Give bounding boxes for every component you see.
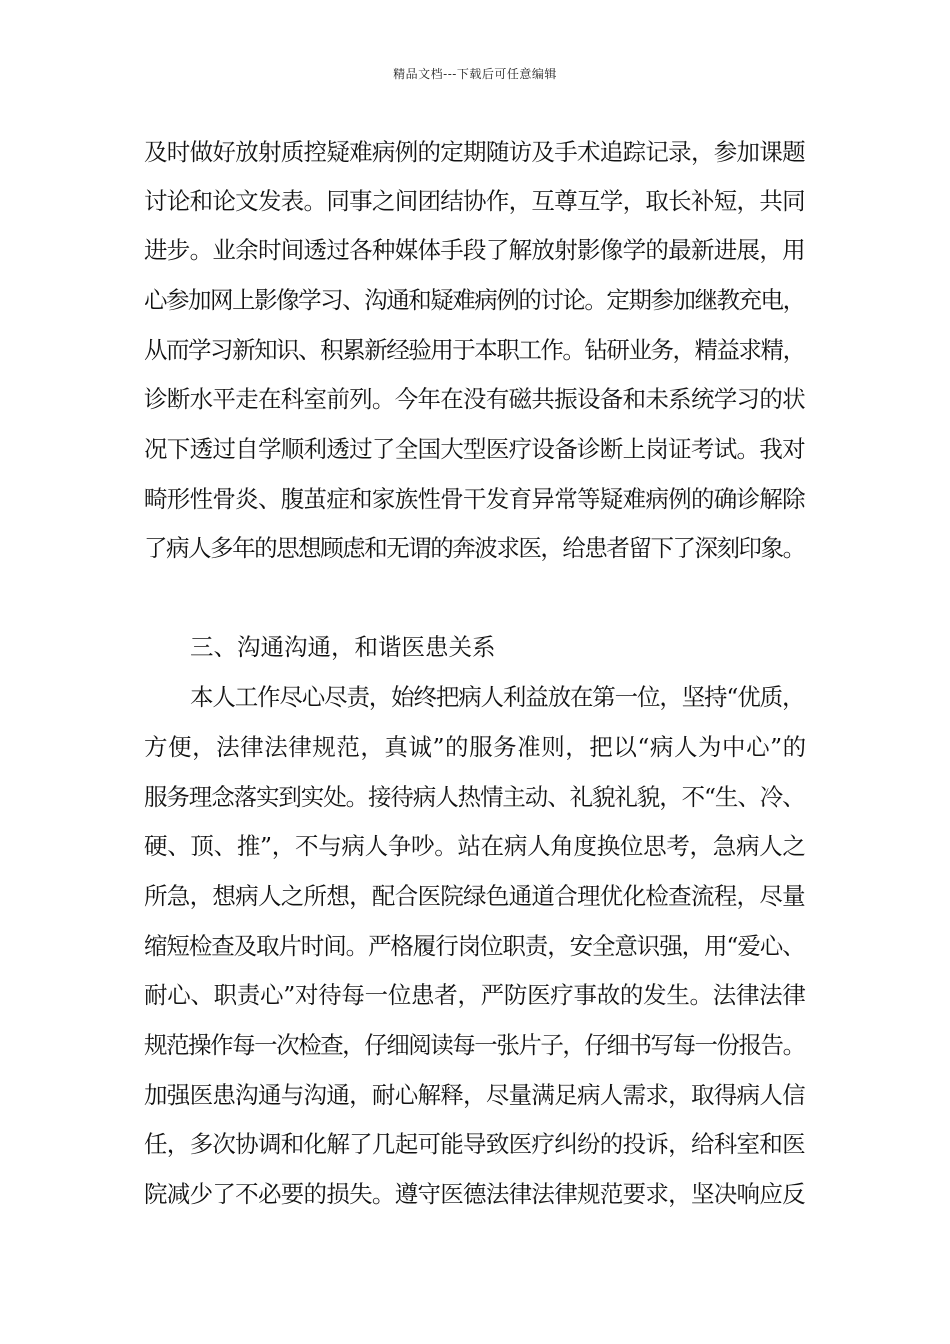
paragraph-line: 从而学习新知识、积累新经验用于本职工作。钻研业务，精益求精， [144, 336, 805, 364]
paragraph-line: 加强医患沟通与沟通，耐心解释，尽量满足病人需求，取得病人信 [144, 1081, 805, 1109]
section-heading: 三、沟通沟通，和谐医患关系 [190, 633, 496, 661]
paragraph-line: 心参加网上影像学习、沟通和疑难病例的讨论。定期参加继教充电， [144, 286, 805, 314]
paragraph-line: 诊断水平走在科室前列。今年在没有磁共振设备和未系统学习的状 [144, 385, 805, 413]
paragraph-line: 本人工作尽心尽责，始终把病人利益放在第一位，坚持“优质， [190, 683, 805, 711]
paragraph-line: 了病人多年的思想顾虑和无谓的奔波求医，给患者留下了深刻印象。 [144, 534, 805, 562]
paragraph-line: 方便，法律法律规范，真诚”的服务准则，把以“病人为中心”的 [144, 733, 807, 761]
paragraph-line: 耐心、职责心”对待每一位患者，严防医疗事故的发生。法律法律 [144, 981, 806, 1009]
paragraph-line: 及时做好放射质控疑难病例的定期随访及手术追踪记录，参加课题 [144, 138, 805, 166]
paragraph-line: 所急，想病人之所想，配合医院绿色通道合理优化检查流程，尽量 [144, 882, 805, 910]
paragraph-line: 畸形性骨炎、腹茧症和家族性骨干发育异常等疑难病例的确诊解除 [144, 485, 805, 513]
paragraph-line: 任，多次协调和化解了几起可能导致医疗纠纷的投诉，给科室和医 [144, 1130, 805, 1158]
paragraph-line: 缩短检查及取片时间。严格履行岗位职责，安全意识强，用“爱心、 [144, 932, 805, 960]
paragraph-line: 况下透过自学顺利透过了全国大型医疗设备诊断上岗证考试。我对 [144, 435, 805, 463]
paragraph-line: 进步。业余时间透过各种媒体手段了解放射影像学的最新进展，用 [144, 236, 805, 264]
paragraph-line: 讨论和论文发表。同事之间团结协作，互尊互学，取长补短，共同 [144, 187, 805, 215]
paragraph-line: 规范操作每一次检查，仔细阅读每一张片子，仔细书写每一份报告。 [144, 1031, 805, 1059]
paragraph-line: 硬、顶、推”，不与病人争吵。站在病人角度换位思考，急病人之 [144, 832, 806, 860]
paragraph-line: 服务理念落实到实处。接待病人热情主动、礼貌礼貌，不“生、冷、 [144, 783, 805, 811]
paragraph-line: 院减少了不必要的损失。遵守医德法律法律规范要求，坚决响应反 [144, 1180, 805, 1208]
page-header: 精品文档---下载后可任意编辑 [393, 67, 557, 81]
